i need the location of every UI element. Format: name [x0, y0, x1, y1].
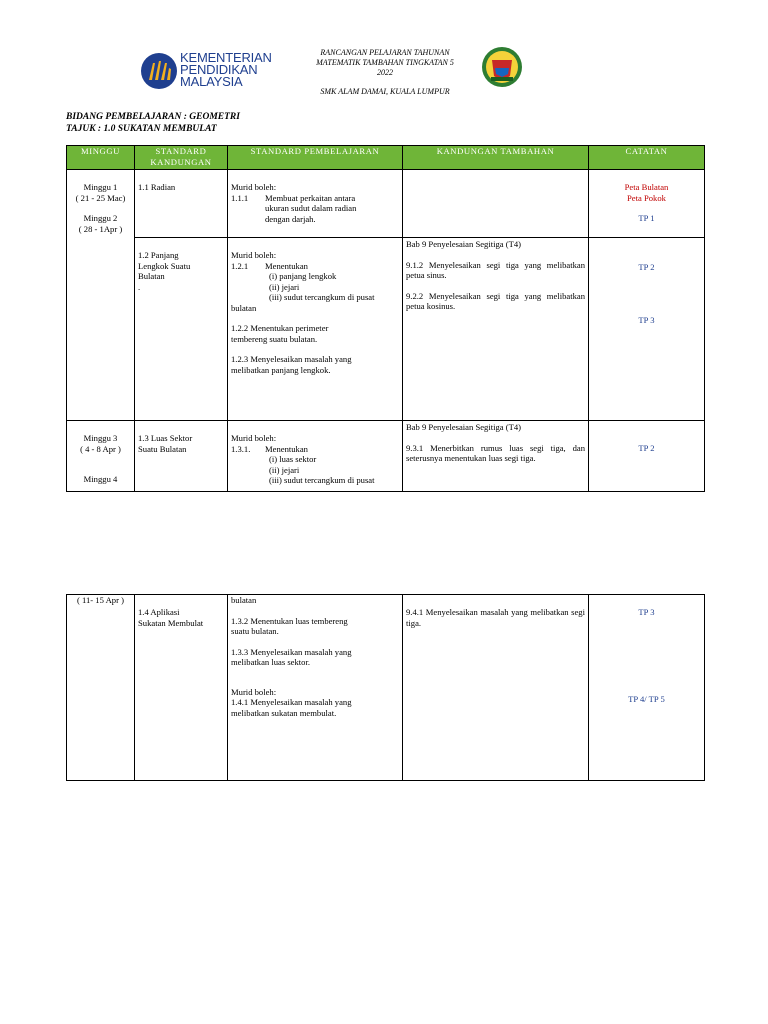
week-label: Minggu 3 — [83, 433, 118, 443]
sp-item-cont: suatu bulatan. — [231, 626, 279, 636]
sp-item-cont: tembereng suatu bulatan. — [231, 333, 318, 344]
kt-item: 9.1.2 Menyelesaikan segi tiga yang melibatkan petua sinus. — [406, 259, 585, 280]
sp-item-cont: melibatkan panjang lengkok. — [231, 364, 331, 375]
sp-subitem: (i) luas sektor — [269, 454, 317, 464]
tp-label: TP 1 — [638, 213, 655, 223]
kt-item: 9.2.2 Menyelesaikan segi tiga yang melibatkan petua kosinus. — [406, 290, 585, 311]
sp-intro: Murid boleh: — [231, 433, 277, 443]
standard-kandungan-cell — [135, 238, 228, 421]
sp-intro: Murid boleh: — [231, 250, 277, 260]
header-line-1: RANCANGAN PELAJARAN TAHUNAN — [320, 48, 450, 57]
col-header-catatan: CATATAN — [589, 146, 705, 170]
catatan-peta: Peta Bulatan — [624, 182, 669, 192]
sp-item: 1.2.1 Menentukan — [231, 260, 308, 271]
tp-label: TP 4/ TP 5 — [628, 693, 665, 704]
tp-label: TP 3 — [638, 607, 655, 617]
bidang-pembelajaran: BIDANG PEMBELAJARAN : GEOMETRI — [66, 112, 240, 122]
standard-pembelajaran-cell — [228, 421, 403, 492]
sp-item-cont: melibatkan sukatan membulat. — [231, 707, 337, 718]
standard-pembelajaran-cell — [228, 595, 403, 781]
tp-label: TP 2 — [638, 443, 655, 453]
minggu-cell — [67, 170, 135, 421]
week-date: ( 21 - 25 Mac) — [75, 192, 126, 203]
minggu-cell — [67, 595, 135, 781]
tajuk: TAJUK : 1.0 SUKATAN MEMBULAT — [66, 124, 217, 134]
school-name: SMK ALAM DAMAI, KUALA LUMPUR — [320, 87, 450, 96]
header-line-2: MATEMATIK TAMBAHAN TINGKATAN 5 — [316, 58, 454, 67]
kandungan-tambahan-cell — [403, 595, 589, 781]
sp-item-cont: melibatkan luas sektor. — [231, 657, 310, 667]
subject-info — [66, 111, 240, 135]
table-row — [67, 595, 705, 781]
logo-line-3: MALAYSIA — [180, 74, 243, 89]
week-date: ( 11- 15 Apr ) — [77, 595, 124, 605]
sk-text: . — [138, 281, 141, 292]
sp-item: 1.4.1 Menyelesaikan masalah yang — [231, 697, 352, 707]
table-header-row — [67, 146, 705, 170]
week-date: ( 28 - 1Apr ) — [78, 223, 123, 234]
kt-item: 9.3.1 Menerbitkan rumus luas segi tiga, dan seterusnya menentukan luas segi tiga. — [406, 442, 585, 463]
sp-item: 1.1.1 Membuat perkaitan antara — [231, 192, 356, 203]
minggu-cell — [67, 421, 135, 492]
sk-text: 1.3 Luas Sektor — [138, 433, 193, 443]
week-label: Minggu 2 — [83, 213, 118, 223]
sp-item: 1.3.1. Menentukan — [231, 443, 308, 454]
kpm-emblem-icon — [140, 52, 178, 90]
sp-item: 1.3.2 Menentukan luas tembereng — [231, 615, 348, 626]
sk-text: Bulatan — [138, 271, 165, 281]
kt-title: Bab 9 Penyelesaian Segitiga (T4) — [406, 422, 522, 432]
sp-item: 1.2.2 Menentukan perimeter — [231, 323, 329, 333]
sp-subitem: (ii) jejari — [269, 281, 300, 292]
sk-text: 1.1 Radian — [138, 182, 176, 192]
table-row — [67, 170, 705, 238]
sp-subitem: (i) panjang lengkok — [269, 271, 337, 281]
table-row — [67, 421, 705, 492]
sp-subitem: (ii) jejari — [269, 464, 300, 475]
kt-title: Bab 9 Penyelesaian Segitiga (T4) — [406, 239, 522, 249]
table-row — [67, 238, 705, 421]
standard-pembelajaran-cell — [228, 170, 403, 238]
col-header-standard-pembelajaran: STANDARD PEMBELAJARAN — [228, 146, 403, 170]
logo-line-2: PENDIDIKAN — [180, 62, 258, 77]
sp-item-cont: bulatan — [231, 302, 257, 313]
sk-text: 1.4 Aplikasi — [138, 607, 180, 617]
sk-text: Suatu Bulatan — [138, 443, 187, 454]
sp-subitem: (iii) sudut tercangkum di pusat — [269, 292, 375, 302]
catatan-cell — [589, 170, 705, 238]
sp-item: 1.2.3 Menyelesaikan masalah yang — [231, 354, 352, 364]
tp-label: TP 2 — [638, 262, 655, 272]
col-header-kandungan-tambahan: KANDUNGAN TAMBAHAN — [403, 146, 589, 170]
sp-item-cont: bulatan — [231, 595, 257, 605]
catatan-peta: Peta Pokok — [627, 192, 666, 203]
standard-kandungan-cell — [135, 595, 228, 781]
kandungan-tambahan-cell — [403, 238, 589, 421]
week-label: Minggu 4 — [83, 474, 118, 484]
col-header-standard-kandungan: STANDARD KANDUNGAN — [135, 146, 228, 170]
kandungan-tambahan-cell — [403, 170, 589, 238]
standard-kandungan-cell — [135, 170, 228, 238]
week-label: Minggu 1 — [83, 182, 118, 192]
sp-item: 1.3.3 Menyelesaikan masalah yang — [231, 646, 352, 657]
col-header-minggu: MINGGU — [67, 146, 135, 170]
sp-item-cont: dengan darjah. — [265, 213, 316, 224]
week-date: ( 4 - 8 Apr ) — [80, 443, 121, 454]
sp-intro: Murid boleh: — [231, 182, 277, 192]
header-line-3: 2022 — [377, 68, 393, 77]
sk-text: 1.2 Panjang — [138, 250, 179, 260]
lesson-plan-table-1 — [66, 145, 705, 492]
sp-intro: Murid boleh: — [231, 686, 277, 697]
sp-subitem: (iii) sudut tercangkum di pusat — [269, 475, 375, 485]
school-crest-icon — [481, 46, 523, 88]
kt-item: 9.4.1 Menyelesaikan masalah yang melibatkan segi tiga. — [406, 607, 585, 628]
lesson-plan-table-2 — [66, 594, 705, 781]
sk-text: Lengkok Suatu — [138, 260, 191, 271]
kandungan-tambahan-cell — [403, 421, 589, 492]
kpm-logo — [140, 48, 272, 94]
catatan-cell — [589, 421, 705, 492]
sp-item-cont: ukuran sudut dalam radian — [265, 203, 357, 213]
catatan-cell — [589, 595, 705, 781]
standard-pembelajaran-cell — [228, 238, 403, 421]
catatan-cell — [589, 238, 705, 421]
document-header — [290, 48, 480, 97]
tp-label: TP 3 — [638, 314, 655, 325]
standard-kandungan-cell — [135, 421, 228, 492]
sk-text: Sukatan Membulat — [138, 617, 204, 628]
logo-line-1: KEMENTERIAN — [180, 50, 272, 65]
